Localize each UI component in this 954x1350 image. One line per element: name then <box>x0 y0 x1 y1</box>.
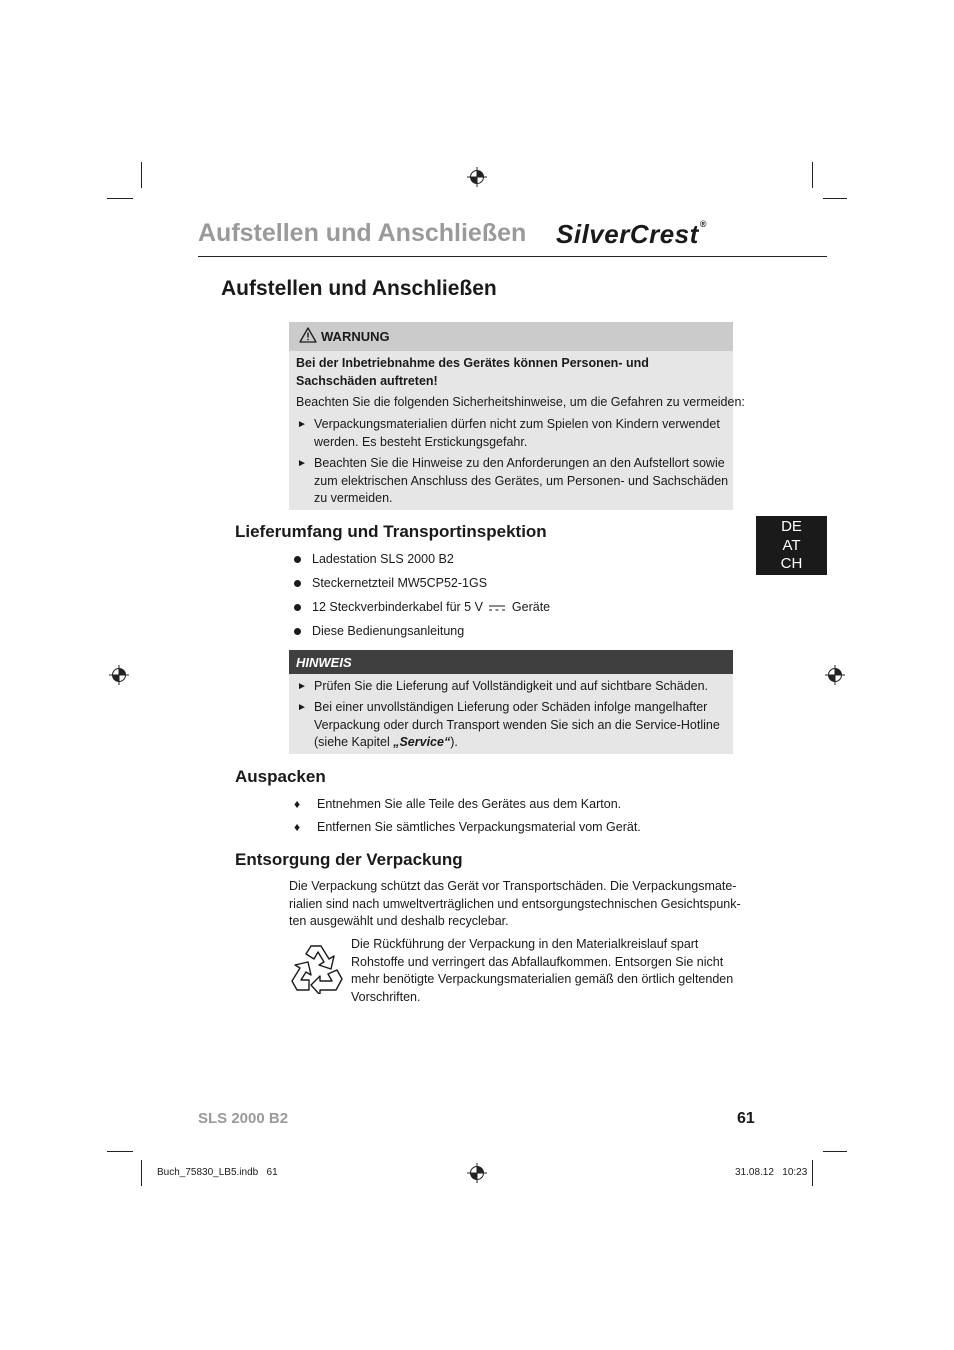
delivery-item: Diese Bedienungsanleitung <box>312 624 465 638</box>
crosshair-registration-icon <box>467 1163 487 1183</box>
warning-item: Verpackungsmaterialien dürfen nicht zum Spielen von Kindern verwendet werden. Es besteht Erstickungsgefahr. <box>314 417 720 449</box>
running-header-title: Aufstellen und Anschließen <box>198 219 527 247</box>
crosshair-registration-icon <box>109 665 129 685</box>
delivery-item: Steckernetzteil MW5CP52-1GS <box>312 576 488 590</box>
page-number: 61 <box>737 1110 755 1127</box>
recycling-icon <box>289 940 345 994</box>
delivery-item: 12 Steckverbinderkabel für 5 V Geräte <box>312 600 551 614</box>
brand-name: SilverCrest <box>556 219 699 249</box>
diamond-bullet-icon: ♦ <box>294 797 301 811</box>
print-date-info: 31.08.12 10:23 <box>735 1167 808 1178</box>
recycling-note: Die Rückführung der Verpackung in den Materialkreislauf spart Rohstoffe und verringert das Abfallaufkommen. Entsorgen Sie nicht mehr benötigte Verpackungsmaterialien gemäß den örtlich geltenden Vorschriften. <box>351 937 734 1004</box>
bullet-dot-icon <box>294 580 301 587</box>
arrow-bullet-icon: ► <box>297 419 307 430</box>
footer-model: SLS 2000 B2 <box>198 1110 289 1127</box>
delivery-item: Ladestation SLS 2000 B2 <box>312 552 454 566</box>
bullet-dot-icon <box>294 556 301 563</box>
warning-lead: Bei der Inbetriebnahme des Gerätes können Personen- und Sachschäden auftreten! <box>296 356 649 388</box>
crosshair-registration-icon <box>825 665 845 685</box>
header-divider <box>198 256 827 257</box>
crop-mark <box>812 1160 813 1186</box>
hint-label: HINWEIS <box>296 655 352 670</box>
crop-mark <box>141 162 142 188</box>
section-heading-delivery: Lieferumfang und Transportinspektion <box>235 522 547 541</box>
crosshair-registration-icon <box>467 167 487 187</box>
warning-item: Beachten Sie die Hinweise zu den Anforderungen an den Aufstellort sowie zum elektrischen Anschluss des Gerätes, um Personen- und Sachschäden zu vermeiden. <box>314 456 729 505</box>
page-title: Aufstellen und Anschließen <box>221 277 497 300</box>
diamond-bullet-icon: ♦ <box>294 820 301 834</box>
brand-logo <box>556 219 707 250</box>
crop-mark <box>107 1151 133 1152</box>
crop-mark <box>823 198 847 199</box>
unpacking-item: Entfernen Sie sämtliches Verpackungsmaterial vom Gerät. <box>317 820 641 834</box>
print-file-info: Buch_75830_LB5.indb 61 <box>157 1167 278 1178</box>
crop-mark <box>107 198 133 199</box>
arrow-bullet-icon: ► <box>297 702 307 713</box>
warning-triangle-icon <box>299 327 317 343</box>
hint-item: Prüfen Sie die Lieferung auf Vollständigkeit und auf sichtbare Schäden. <box>314 679 709 693</box>
bullet-dot-icon <box>294 604 301 611</box>
service-chapter-link: „Service“ <box>393 735 451 749</box>
section-heading-disposal: Entsorgung der Verpackung <box>235 850 463 869</box>
hint-chapter-reference: (siehe Kapitel „Service“). <box>314 735 458 749</box>
crop-mark <box>823 1151 847 1152</box>
warning-intro: Beachten Sie die folgenden Sicherheitshinweise, um die Gefahren zu vermeiden: <box>296 395 745 409</box>
crop-mark <box>141 1160 142 1186</box>
bullet-dot-icon <box>294 628 301 635</box>
disposal-paragraph: Die Verpackung schützt das Gerät vor Transportschäden. Die Verpackungsmate- rialien sind nach umweltverträglichen und entsorgungstechnischen Gesichtspunk- ten ausgewählt und deshalb recyclebar. <box>289 879 741 928</box>
warning-label: WARNUNG <box>321 329 390 344</box>
brand-registered-mark: ® <box>699 219 707 229</box>
section-heading-unpacking: Auspacken <box>235 767 326 786</box>
hint-box-header <box>289 650 733 674</box>
crop-mark <box>812 162 813 188</box>
direct-current-icon <box>488 604 506 612</box>
unpacking-item: Entnehmen Sie alle Teile des Gerätes aus dem Karton. <box>317 797 622 811</box>
hint-item: Bei einer unvollständigen Lieferung oder Schäden infolge mangelhafter Verpackung oder durch Transport wenden Sie sich an die Service-Hotline (siehe Kapitel „Service“). <box>314 699 720 752</box>
language-tab: DE AT CH <box>756 516 827 575</box>
arrow-bullet-icon: ► <box>297 681 307 692</box>
arrow-bullet-icon: ► <box>297 458 307 469</box>
